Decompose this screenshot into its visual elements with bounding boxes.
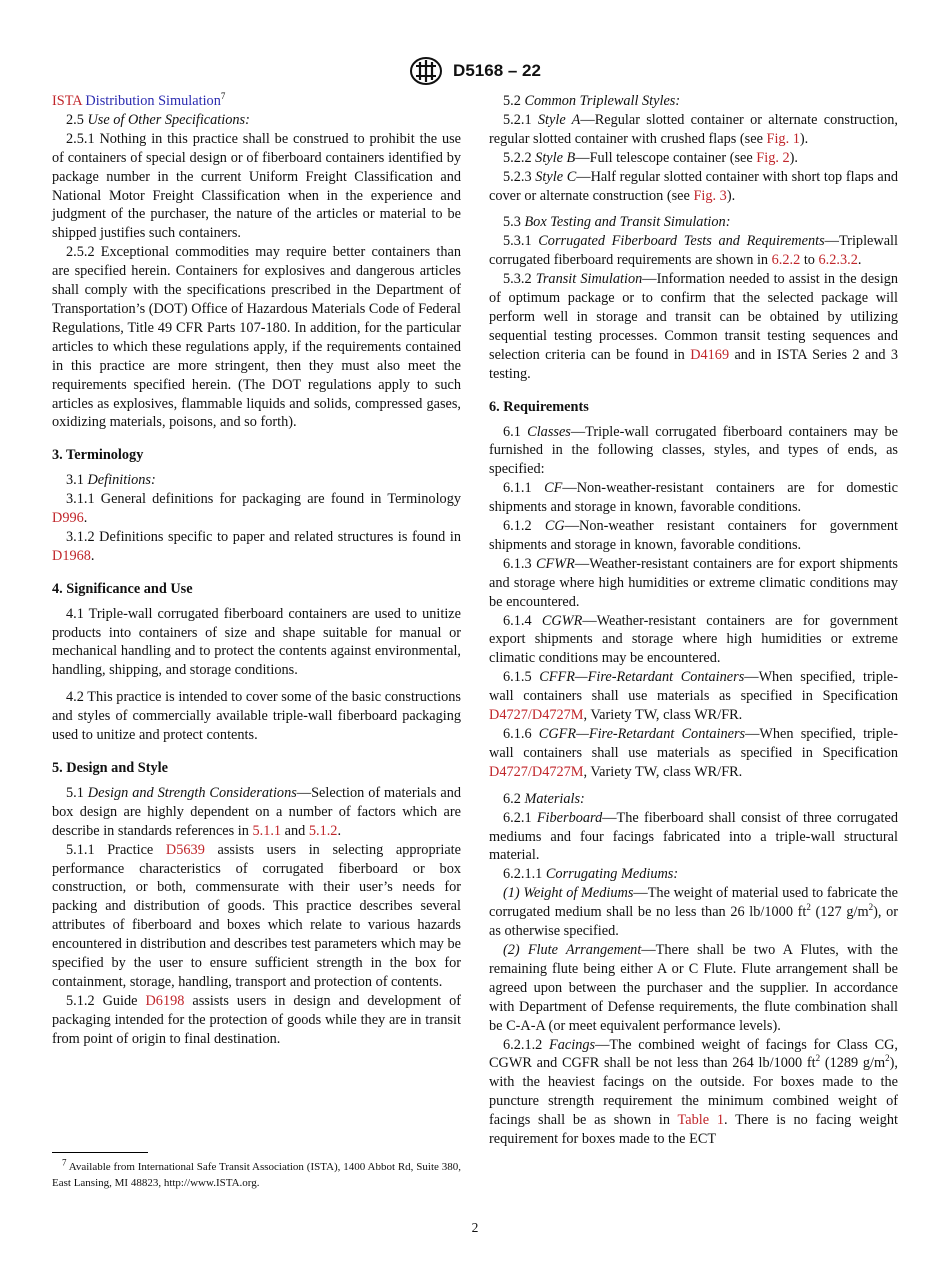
- section-5-1: 5.1 Design and Strength Considerations—Selection of materials and box design are highly dependent on a number of factors which are describe in standards references in 5.1.1 and 5.1.2.: [52, 784, 461, 839]
- section-5-3-2: 5.3.2 Transit Simulation—Information needed to assist in the design of optimum package or to confirm that the selected package will perform well in storage and transit can be obtained by utilizing sequential testing processes. Common transit testing sequences and selection criteria can be found in D4169 and in ISTA Series 2 and 3 testing.: [489, 271, 899, 382]
- section-6-2-1-1-1: (1) Weight of Mediums—The weight of material used to fabricate the corrugated medium shall be no less than 26 lb/1000 $ft^2$ (127 $g/m^2$), or as otherwise specified.: [489, 885, 898, 940]
- section-6-1-5: 6.1.5 CFFR—Fire-Retardant Containers—When specified, triple-wall containers shall use materials as specified in Specification D4727/D4727M, Variety TW, class WR/FR.: [489, 669, 898, 724]
- section-3-1: 3.1 Definitions:: [66, 472, 156, 489]
- d6198-link[interactable]: D6198: [145, 992, 185, 1009]
- section-3-1-1: 3.1.1 General definitions for packaging are found in Terminology D996.: [52, 491, 461, 527]
- fig-2-link[interactable]: Fig. 2: [756, 149, 790, 166]
- d4169-link[interactable]: D4169: [690, 346, 730, 363]
- section-6-2-1-2: 6.2.1.2 Facings—The combined weight of facings for Class CG, CGWR and CGFR shall be not less than 264 lb/1000 $ft^2$ (1289 $g/m^2$), with the heaviest facings on the outside. For boxes made to the puncture strength requirement the minimum combined weight of facings shall be as shown in Table 1. There is no facing weight requirement for boxes made to the ECT: [489, 1036, 898, 1148]
- section-5-1-1: 5.1.1 Practice D5639 assists users in selecting appropriate performance characteristics of corrugated fiberboard or box construction, or both, commensurate with their user’s needs for packing and distribution of goods. This practice describes several attributes of fiberboard and boxes which relate to various hazards encountered in distribution and describes test parameters which may be specified by the user to ensure sufficient strength in the box for containment, storage, handling, transport and protection of contents.: [52, 841, 461, 990]
- section-6-2-1-1: 6.2.1.1 Corrugating Mediums:: [503, 866, 679, 883]
- section-6-1-1: 6.1.1 CF—Non-weather-resistant containers are for domestic shipments and storage in known, favorable conditions.: [489, 480, 898, 516]
- footnote-divider: [52, 1152, 148, 1153]
- section-6-2-2-link[interactable]: 6.2.2: [771, 252, 801, 269]
- section-2-5-2: 2.5.2 Exceptional commodities may require better containers than are specified herein. Containers for explosives and dangerous articles shall comply with the specifications prescribed in the Department of Transportation’s (DOT) Office of Hazardous Materials Code of Federal Regulations, Title 49 CFR Parts 107-180. In addition, for the particular articles to which these regulations apply, if the requirements contained in this practice are more stringent, then they must also meet the requirements specified herein. (The DOT regulations apply to such articles as explosives, flammable liquids and solids, compressed gases, oxidizing materials, poisons, and so forth).: [52, 244, 461, 431]
- document-number: D5168 – 22: [453, 61, 541, 80]
- section-5-2-2: 5.2.2 Style B—Full telescope container (see Fig. 2).: [503, 149, 799, 166]
- section-5-2-1: 5.2.1 Style A—Regular slotted container or alternate construction, regular slotted container with crushed flaps (see Fig. 1).: [489, 111, 898, 147]
- section-4-2: 4.2 This practice is intended to cover some of the basic constructions and styles of commercially available triple-wall fiberboard packaging used to unitize and protect contents.: [52, 689, 461, 744]
- ista-link[interactable]: ISTA: [52, 93, 82, 109]
- heading-terminology: 3. Terminology: [52, 447, 144, 464]
- section-2-5-1: 2.5.1 Nothing in this practice shall be construed to prohibit the use of containers of special design or of fiberboard containers identified by package number in the current Uniform Freight Classification and National Motor Freight Classification when in the experience and judgment of the purchaser, the nature of the articles or material to be shipped justifies such containers.: [52, 130, 461, 242]
- section-6-1: 6.1 Classes—Triple-wall corrugated fiberboard containers may be furnished in the following classes, styles, and types of ends, as specified:: [489, 423, 898, 478]
- table-1-link[interactable]: Table 1: [677, 1112, 724, 1129]
- section-5-2-3: 5.2.3 Style C—Half regular slotted container with short top flaps and cover or alternate construction (see Fig. 3).: [489, 168, 898, 204]
- footnote: $^7$ Available from International Safe Transit Association (ISTA), 1400 Abbot Rd, Suite 380, East Lansing, MI 48823, http://www.ISTA.org.: [52, 1157, 461, 1189]
- section-5-1-2: 5.1.2 Guide D6198 assists users in design and development of packaging intended for the protection of goods while they are in transit from point of origin to final destination.: [52, 992, 461, 1047]
- footnote-ref[interactable]: 7: [220, 91, 226, 102]
- d1968-link[interactable]: D1968: [52, 547, 91, 564]
- section-5-1-2-link[interactable]: 5.1.2: [308, 822, 338, 839]
- fig-3-link[interactable]: Fig. 3: [693, 187, 727, 204]
- fig-1-link[interactable]: Fig. 1: [766, 130, 800, 147]
- section-2-5: 2.5 Use of Other Specifications:: [66, 111, 250, 128]
- d5639-link[interactable]: D5639: [165, 841, 205, 858]
- section-5-2: 5.2 Common Triplewall Styles:: [503, 93, 681, 109]
- section-6-1-2: 6.1.2 CG—Non-weather resistant containers for government shipments and storage in known, favorable conditions.: [489, 518, 898, 553]
- section-6-2: 6.2 Materials:: [503, 790, 585, 807]
- section-6-2-1: 6.2.1 Fiberboard—The fiberboard shall consist of three corrugated mediums and four facings fabricated into a triple-wall structural material.: [489, 809, 898, 864]
- ista-reference: ISTA Distribution Simulation$^7$: [52, 91, 226, 109]
- section-6-2-3-2-link[interactable]: 6.2.3.2: [818, 252, 858, 269]
- section-6-2-1-1-2: (2) Flute Arrangement—There shall be two A Flutes, with the remaining flute being either A or C Flute. Flute arrangement shall be agreed upon between the purchaser and the supplier. In accordance with Department of Defense requirements, the flute combination shall be C-A-A (or meet equivalent performance levels).: [489, 941, 898, 1034]
- section-5-1-1-link[interactable]: 5.1.1: [252, 822, 282, 839]
- heading-design-style: 5. Design and Style: [52, 760, 168, 776]
- section-5-3: 5.3 Box Testing and Transit Simulation:: [503, 214, 731, 231]
- section-3-1-2: 3.1.2 Definitions specific to paper and related structures is found in D1968.: [52, 528, 461, 564]
- heading-significance: 4. Significance and Use: [52, 580, 193, 597]
- left-column: [52, 92, 461, 1049]
- d4727-link[interactable]: D4727/D4727M: [489, 763, 584, 780]
- section-4-1: 4.1 Triple-wall corrugated fiberboard containers are used to unitize products into containers of size and shape suitable for manual or mechanical handling and to protect the contents against environmental, handling, shipping, and storage conditions.: [52, 605, 461, 679]
- astm-logo-icon: [409, 56, 443, 86]
- page-number: 2: [471, 1220, 479, 1235]
- heading-requirements: 6. Requirements: [489, 398, 589, 415]
- section-6-1-6: 6.1.6 CGFR—Fire-Retardant Containers—When specified, triple-wall containers shall use materials as specified in Specification D4727/D4727M, Variety TW, class WR/FR.: [489, 726, 899, 780]
- section-5-3-1: 5.3.1 Corrugated Fiberboard Tests and Requirements—Triplewall corrugated fiberboard requirements are shown in 6.2.2 to 6.2.3.2.: [489, 233, 898, 269]
- d4727-link[interactable]: D4727/D4727M: [489, 707, 584, 724]
- section-6-1-4: 6.1.4 CGWR—Weather-resistant containers are for government export shipments and storage where high humidities or extreme climatic conditions may be encountered.: [489, 612, 898, 667]
- right-column: [489, 92, 898, 1149]
- d996-link[interactable]: D996: [52, 510, 84, 527]
- page-header: [0, 56, 950, 86]
- section-6-1-3: 6.1.3 CFWR—Weather-resistant containers are for export shipments and storage where high humidities or extreme climatic conditions may be encountered.: [489, 555, 898, 610]
